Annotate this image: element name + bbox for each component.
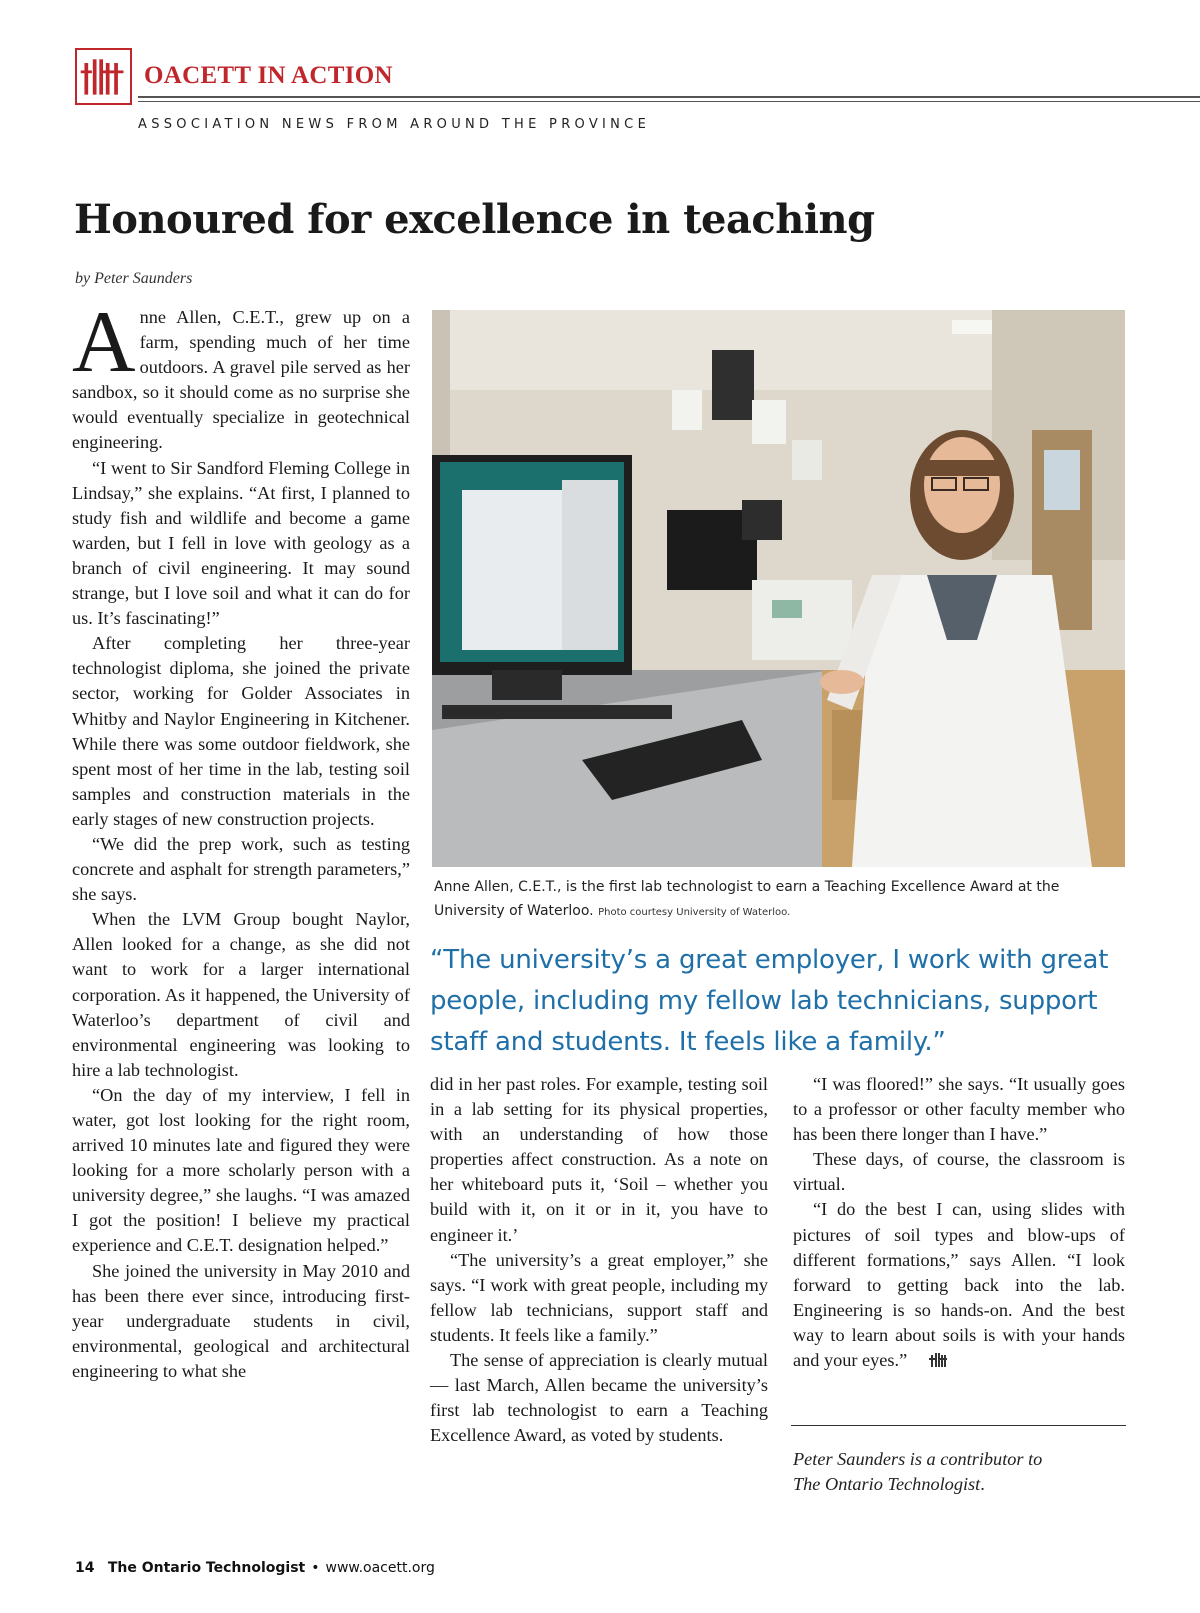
article-column-1	[72, 294, 410, 1384]
section-title: OACETT IN ACTION	[144, 62, 393, 89]
paragraph: These days, of course, the classroom is virtual.	[793, 1149, 1125, 1195]
header-rule	[138, 96, 1200, 98]
caption-text: Anne Allen, C.E.T., is the first lab technologist to earn a Teaching Excellence Award at the University of Waterloo.	[434, 879, 1060, 919]
paragraph: “We did the prep work, such as testing concrete and asphalt for strength parameters,” she says.	[72, 833, 410, 905]
end-mark-icon	[909, 1349, 927, 1363]
paragraph: “On the day of my interview, I fell in water, got lost looking for the right room, arrived 10 minutes late and figured they were looking for a more scholarly person with a university degree,” she laughs. “I was amazed I got the position! I believe my practical experience and C.E.T. designation helped.”	[72, 1084, 410, 1256]
paragraph: The sense of appreciation is clearly mutual — last March, Allen became the university’s first lab technologist to earn a Teaching Excellence Award, as voted by students.	[430, 1350, 768, 1446]
article-column-2	[430, 1072, 768, 1448]
pull-quote: “The university’s a great employer, I work with great people, including my fellow lab technicians, support staff and students. It feels like a family.”	[430, 945, 1109, 1057]
page-number: 14	[75, 1560, 95, 1576]
publication-name: The Ontario Technologist	[107, 1560, 306, 1576]
article-byline: by Peter Saunders	[75, 270, 193, 287]
paragraph: “The university’s a great employer,” she says. “I work with great people, including my fellow lab technicians, support staff and students. It feels like a family.”	[430, 1249, 768, 1345]
author-bio: Peter Saunders is a contributor to The Ontario Technologist.	[793, 1449, 1043, 1494]
paragraph: Anne Allen, C.E.T., grew up on a farm, spending much of her time outdoors. A gravel pile served as her sandbox, so it should come as no surprise she would eventually specialize in geotechnical engineering.	[72, 294, 410, 453]
paragraph: She joined the university in May 2010 and has been there ever since, introducing first-year undergraduate students in civil, environmental, geological and architectural engineering to what she	[72, 1260, 410, 1381]
bio-divider	[791, 1425, 1126, 1426]
article-column-3	[793, 1072, 1125, 1373]
paragraph: “I was floored!” she says. “It usually goes to a professor or other faculty member who has been there longer than I have.”	[793, 1074, 1125, 1145]
page-footer	[75, 1560, 435, 1576]
article-photo	[432, 310, 1125, 867]
paragraph: When the LVM Group bought Naylor, Allen looked for a change, as she did not want to work for a larger international corporation. As it happened, the University of Waterloo’s department of civil and environmental engineering was looking to hire a lab technologist.	[72, 909, 410, 1080]
oacett-logo-icon	[75, 48, 132, 105]
paragraph: “I do the best I can, using slides with pictures of soil types and blow-ups of different formations,” says Allen. “I look forward to getting back into the lab. Engineering is so hands-on. And the best way to learn about soils is with your hands and your eyes.”	[793, 1199, 1125, 1371]
article-headline: Honoured for excellence in teaching	[74, 196, 875, 243]
paragraph: “I went to Sir Sandford Fleming College in Lindsay,” she explains. “At first, I planned to study fish and wildlife and become a game warden, but I fell in love with geology as a branch of civil engineering. It may sound strange, but I love soil and what it can do for us. It’s fascinating!”	[72, 457, 410, 629]
photo-caption	[434, 875, 1134, 925]
footer-separator: •	[311, 1560, 320, 1576]
drop-cap: A	[72, 294, 136, 391]
paragraph: After completing her three-year technologist diploma, she joined the private sector, working for Golder Associates in Whitby and Naylor Engineering in Kitchener. While there was some outdoor fieldwork, she spent most of her time in the lab, testing soil samples and construction materials in the early stages of new construction projects.	[72, 633, 410, 829]
footer-url[interactable]: www.oacett.org	[325, 1560, 435, 1576]
photo-credit: Photo courtesy University of Waterloo.	[598, 907, 791, 918]
paragraph: did in her past roles. For example, testing soil in a lab setting for its physical properties, with an understanding of how those properties affect construction. As a note on her whiteboard puts it, ‘Soil – whether you build with it, on it or in it, you have to engineer it.’	[430, 1074, 768, 1245]
section-subtitle: ASSOCIATION NEWS FROM AROUND THE PROVINCE	[138, 117, 651, 132]
header-rule-thin	[138, 101, 1200, 102]
